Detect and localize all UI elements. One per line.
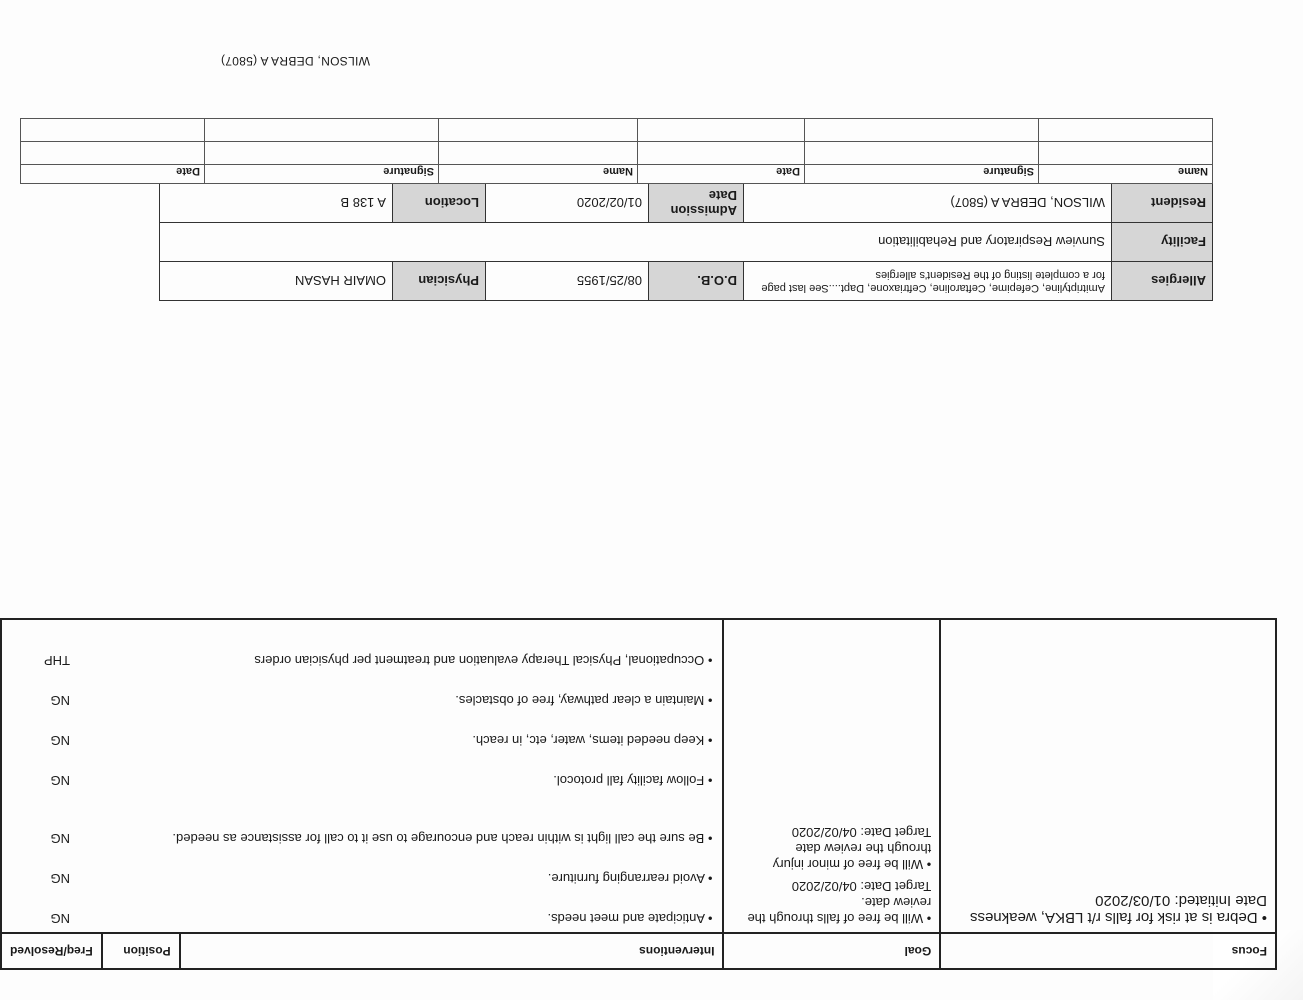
intervention-text: • Maintain a clear pathway, free of obstacles. xyxy=(70,693,714,708)
sig-signature-header: Signature xyxy=(205,165,439,184)
sig-name-header: Name xyxy=(439,165,638,184)
care-plan-row xyxy=(1,619,1276,933)
resident-label: Resident xyxy=(1112,184,1213,223)
intervention-position: NG xyxy=(50,693,70,708)
interventions-cell xyxy=(1,619,723,933)
intervention-position: NG xyxy=(50,871,70,886)
intervention-text: • Occupational, Physical Therapy evaluation and treatment per physician orders xyxy=(70,653,714,668)
focus-cell xyxy=(940,619,1276,933)
intervention-text: • Be sure the call light is within reach and encourage to use it to call for assistance as needed. xyxy=(70,831,714,846)
goal-header: Goal xyxy=(723,933,940,969)
intervention-item xyxy=(10,748,714,788)
admission-label: Admission Date xyxy=(649,184,744,223)
footer-resident-code: WILSON, DEBRA A (5807) xyxy=(220,54,370,68)
dob-label: D.O.B. xyxy=(649,262,744,301)
care-plan-table xyxy=(0,618,1277,970)
goal-cell xyxy=(723,619,940,933)
focus-text: • Debra is at risk for falls r/t LBKA, weakness xyxy=(970,909,1267,926)
intervention-text: • Anticipate and meet needs. xyxy=(70,911,714,926)
location-value: A 138 B xyxy=(160,184,393,223)
intervention-position: NG xyxy=(50,831,70,846)
facility-row xyxy=(160,223,1213,262)
intervention-position: NG xyxy=(50,773,70,788)
intervention-text: • Follow facility fall protocol. xyxy=(70,773,714,788)
physician-value: OMAIR HASAN xyxy=(160,262,393,301)
sig-date-header: Date xyxy=(21,165,205,184)
physician-label: Physician xyxy=(393,262,486,301)
intervention-item xyxy=(10,668,714,708)
facility-value: Sunview Respiratory and Rehabilitation xyxy=(160,223,1112,262)
signature-blank-row xyxy=(21,142,1213,165)
position-header: Position xyxy=(102,933,180,969)
freq-header: Freq/Resolved xyxy=(1,933,102,969)
facility-label: Facility xyxy=(1112,223,1213,262)
sig-name-header: Name xyxy=(1039,165,1213,184)
admission-value: 01/02/2020 xyxy=(486,184,649,223)
resident-row xyxy=(160,184,1213,223)
sig-signature-header: Signature xyxy=(805,165,1039,184)
intervention-position: NG xyxy=(50,733,70,748)
intervention-position: NG xyxy=(50,911,70,926)
intervention-item xyxy=(10,846,714,886)
intervention-position: THP xyxy=(44,653,70,668)
care-plan-header-row xyxy=(1,933,1276,969)
allergies-value: Amitriptyline, Cefepime, Ceftaroline, Ceftriaxone, Dapt....See last page for a complete listing of the Resident's allergies xyxy=(744,262,1112,301)
intervention-text: • Avoid rearranging furniture. xyxy=(70,871,714,886)
intervention-item xyxy=(10,628,714,668)
goal-target: Target Date: 04/02/2020 xyxy=(791,879,932,894)
intervention-item xyxy=(10,708,714,748)
signature-table xyxy=(20,118,1213,184)
intervention-item xyxy=(10,788,714,846)
interventions-header: Interventions xyxy=(180,933,724,969)
allergies-row xyxy=(160,262,1213,301)
signature-header-row xyxy=(21,165,1213,184)
resident-value: WILSON, DEBRA A (5807) xyxy=(744,184,1112,223)
goal-text: • Will be free of falls through the review date. xyxy=(747,895,931,926)
resident-header-table xyxy=(159,183,1213,301)
dob-value: 08/25/1955 xyxy=(486,262,649,301)
intervention-text: • Keep needed items, water, etc, in reach. xyxy=(70,733,714,748)
sig-date-header: Date xyxy=(638,165,805,184)
location-label: Location xyxy=(393,184,486,223)
signature-blank-row xyxy=(21,119,1213,142)
allergies-label: Allergies xyxy=(1112,262,1213,301)
goal-text: • Will be free of minor injury through the review date xyxy=(773,841,931,872)
date-initiated: Date Initiated: 01/03/2020 xyxy=(1095,892,1267,909)
intervention-item xyxy=(10,886,714,926)
goal-target: Target Date: 04/02/2020 xyxy=(791,825,932,840)
focus-header: Focus xyxy=(940,933,1276,969)
